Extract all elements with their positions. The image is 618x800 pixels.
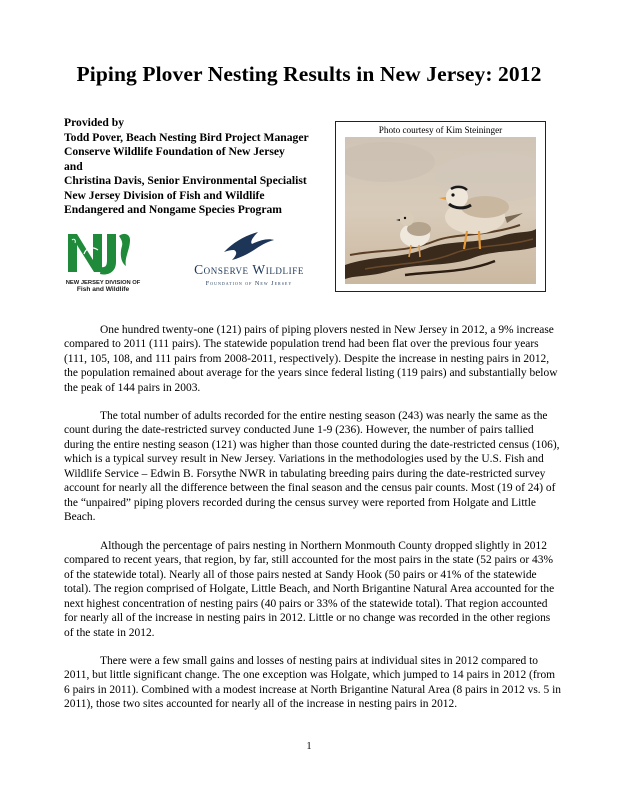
- credit-line: New Jersey Division of Fish and Wildlife: [64, 188, 265, 202]
- cw-wordmark: Conserve Wildlife: [194, 262, 304, 277]
- photo-caption: Photo courtesy of Kim Steininger: [378, 125, 503, 135]
- credit-line: Todd Pover, Beach Nesting Bird Project Manager: [64, 130, 309, 144]
- paragraph-text: Although the percentage of pairs nesting in Northern Monmouth County dropped slightly in 2012 compared to recent years, that region, by far, still accounted for the most pairs in the state (52 pairs or 43% of the statewide total). Nearly all of those pairs nested at Sandy Hook (50 pairs or 41% of the statewide total). The region comprised of Holgate, Little Beach, and North Brigantine Natural Area accounted for the next highest concentration of nesting pairs (40 pairs or 33% of the statewide total). That region accounted for nearly all of the increase in nesting pairs in 2012. Little or no change was recorded in the other regions of the state in 2012.: [64, 540, 555, 639]
- paragraph: [64, 654, 562, 712]
- credit-line: Christina Davis, Senior Environmental Specialist: [64, 174, 307, 187]
- photo-frame: [335, 121, 546, 292]
- nj-logo-text: [64, 280, 142, 293]
- credit-line: Conserve Wildlife Foundation of New Jersey: [64, 145, 285, 158]
- credits-block: [64, 116, 354, 218]
- nj-fish-wildlife-logo: [64, 228, 142, 292]
- paragraph: [64, 539, 562, 640]
- conserve-wildlife-logo: [182, 228, 316, 292]
- paragraph: [64, 409, 562, 525]
- cw-subtitle: Foundation of New Jersey: [205, 280, 293, 287]
- hawk-icon: [182, 228, 316, 262]
- page-title: Piping Plover Nesting Results in New Jersey: 2012: [76, 62, 542, 86]
- nj-monogram-icon: [64, 228, 142, 280]
- page-number: 1: [306, 741, 312, 752]
- paragraph-text: There were a few small gains and losses of nesting pairs at individual sites in 2012 compared to 2011, but little significant change. The one exception was Holgate, which jumped to 14 pairs in 2012 (from 6 pairs in 2011). Combined with a modest increase at North Brigantine Natural Area (8 pairs in 2012 vs. 5 in 2011), those two sites accounted for nearly all of the increase in nesting pairs in 2012.: [64, 655, 561, 711]
- nj-logo-line1: NEW JERSEY DIVISION OF: [65, 280, 141, 286]
- paragraph-text: One hundred twenty-one (121) pairs of piping plovers nested in New Jersey in 2012, a 9% increase compared to 2011 (111 pairs). The statewide population trend had been flat over the previous four years (111, 105, 108, and 111 pairs from 2008-2011, respectively). Despite the increase in nesting pairs in 2012, the population remained about average for the years since federal listing (119 pairs) and substantially below the peak of 144 pairs in 2003.: [64, 324, 558, 394]
- paragraph-text: The total number of adults recorded for the entire nesting season (243) was nearly the same as the count during the date-restricted survey conducted June 1-9 (236). However, the number of pairs tallied during the entire nesting season (121) was higher than those counted during the date-restricted census (106), which is a typical survey result in New Jersey. Variations in the methodologies used by the U.S. Fish and Wildlife Service – Edwin B. Forsythe NWR in tabulating breeding pairs during the date-restricted survey account for nearly all the difference between the final season and the census pair counts. Most (19 of 24) of the “unpaired” piping plovers recorded during the census survey were reported from Holgate and Little Beach.: [64, 410, 560, 524]
- nj-logo-line2: Fish and Wildlife: [76, 285, 130, 293]
- credit-line: Endangered and Nongame Species Program: [64, 203, 282, 216]
- paragraph: [64, 323, 562, 395]
- piping-plover-photo: [345, 137, 536, 284]
- credit-line: Provided by: [64, 116, 125, 129]
- credit-line: and: [64, 159, 83, 173]
